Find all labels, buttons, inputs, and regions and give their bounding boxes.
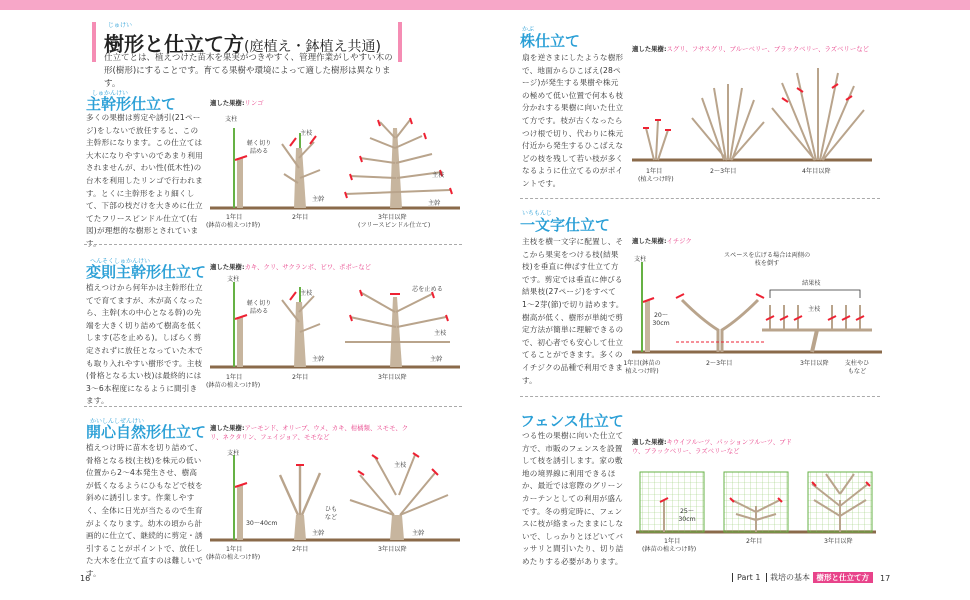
s3-heading: 開心自然形仕立て <box>86 423 207 441</box>
page-number-right: 17 <box>880 574 891 583</box>
s2-cap-1b: (鉢苗の植えつけ時) <box>206 382 261 389</box>
s1-cap-1: 1年目 <box>226 214 243 221</box>
s6-label-height: 25〜30cm <box>678 508 696 523</box>
footer-tag: 樹形と仕立て方 <box>813 572 874 583</box>
page-subtitle: (庭植え・鉢植え共通) <box>244 39 381 55</box>
s5-suited-label: 適した果樹: <box>632 237 667 245</box>
s1-label-trim: 軽く切り詰める <box>246 140 272 155</box>
divider <box>84 406 462 407</box>
s2-heading: 変則主幹形仕立て <box>86 263 207 281</box>
s6-suited-label: 適した果樹: <box>632 438 667 446</box>
s6-diagram <box>636 470 876 540</box>
s1-label-trunk: 主幹 <box>312 196 325 203</box>
s2-suited <box>210 262 371 271</box>
s2-cap-3: 3年目以降 <box>378 374 407 381</box>
s4-heading: 株仕立て <box>520 32 581 50</box>
s3-label-trunk: 主幹 <box>312 530 325 537</box>
s6-body: つる性の果樹に向いた仕立て方で、市販のフェンスを設置して枝を誘引します。家の敷地の境界線に利用できるほか、最近では窓際のグリーンカーテンとしての利用が盛んです。冬の剪定時に、フェンスに枝が絡まったままにしないで、しっかりとほどいてバッサリと間引いたり、切り詰めたりする必要があります。 <box>522 431 624 566</box>
s6-cap-3: 3年目以降 <box>824 538 853 545</box>
s2-cap-2: 2年目 <box>292 374 309 381</box>
s3-suited <box>210 424 410 442</box>
s5-suited <box>632 236 692 245</box>
s5-suited-value: イチジク <box>666 237 692 245</box>
s1-label-trunk-2: 主幹 <box>428 200 441 207</box>
s4-cap-1b: (植えつけ時) <box>638 176 674 183</box>
s3-ruby: かいしんしぜんけい <box>90 418 145 425</box>
s1-label-mainbranch-2: 主枝 <box>432 172 445 179</box>
s1-cap-1b: (鉢苗の植えつけ時) <box>206 222 261 229</box>
s6-cap-2: 2年目 <box>746 538 763 545</box>
s2-label-mainbranch: 主枝 <box>300 290 313 297</box>
s2-ruby: へんそくしゅかんけい <box>90 258 151 265</box>
s3-label-height: 30〜40cm <box>246 520 278 527</box>
divider <box>520 198 880 199</box>
s2-label-trunk: 主幹 <box>312 356 325 363</box>
s5-body: 主枝を横一文字に配置し、そこから果実をつける枝(結果枝)を垂直に伸ばす仕立て方です。剪定では垂直に伸びる結果枝(27ページ)をすべて1〜2芽(節)で切り詰めます。樹高が低く、樹形が単純で剪定方法が簡単に理解できるので、初心者でも安心して仕立てることができます。多くのイチジクの品種で利用できます。 <box>522 237 624 385</box>
s5-cap-1: 1年目(鉢苗の植えつけ時) <box>623 360 661 375</box>
s4-cap-1: 1年目 <box>646 168 663 175</box>
s3-cap-1: 1年目 <box>226 546 243 553</box>
s1-heading: 主幹形仕立て <box>86 95 177 113</box>
s4-body: 扇を逆さまにしたような樹形で、地面からひこばえ(28ページ)が発生する果樹や株元の極めて低い位置で何本も枝分かれする果樹に向いた仕立て方です。枝が古くなったらつけ根で切り、代わりに株元付近から発生するひこばえなどの枝を残して若い枝が多くなるように仕立てるのがポイントです。 <box>522 53 624 188</box>
s4-suited-label: 適した果樹: <box>632 45 667 53</box>
s2-suited-value: カキ、クリ、サクランボ、ビワ、ポポーなど <box>244 263 371 271</box>
s6-suited-value: キウイフルーツ、パッションフルーツ、ブドウ、ブラックベリー、ラズベリーなど <box>632 438 792 455</box>
s1-cap-3b: (フリースピンドル仕立て) <box>358 222 431 229</box>
s1-cap-2: 2年目 <box>292 214 309 221</box>
s5-label-post: 支柱 <box>634 256 647 263</box>
s3-label-string: ひもなど <box>324 506 338 521</box>
s2-label-trunk-2: 主幹 <box>430 356 443 363</box>
s1-label-mainbranch: 主枝 <box>300 130 313 137</box>
s4-ruby: かぶ <box>522 26 535 33</box>
s5-label-fruitbranch: 結果枝 <box>802 280 821 287</box>
s2-label-post: 支柱 <box>227 276 240 283</box>
s1-suited <box>210 98 264 107</box>
s3-label-trunk-2: 主幹 <box>412 530 425 537</box>
s3-label-post: 支柱 <box>227 450 240 457</box>
s5-heading: 一文字仕立て <box>520 216 611 234</box>
intro-text: 仕立てとは、植えつけた苗木を果実がつきやすく、管理作業がしやすい木の形(樹形)にすることです。育てる果樹や環境によって適した樹形は異なります。 <box>104 53 393 89</box>
page-number-left: 16 <box>80 574 91 583</box>
s1-body: 多くの果樹は剪定や誘引(21ページ)をしないで放任すると、この主幹形になります。この仕立ては大木になりやすいのであまり利用されませんが、わい性(低木性)の台木を利用したリンゴで行われます。とくに主幹形をより細くして、下部の枝だけを大きめに仕立てたフリースピンドル仕立て(右図)が理想的な樹形とされています。 <box>86 113 203 248</box>
s2-body: 植えつけから何年かは主幹形仕立てで育てますが、木が高くなったら、主幹(木の中心となる幹)の先端を大きく切り詰めて樹高を低くします(芯を止める)。しばらく剪定されずに放任となっていた木でも取り入れやすい樹形です。主枝(骨格となる太い枝)は最終的には3〜6本程度になるように間引きます。 <box>86 283 203 406</box>
s5-label-support: 支柱やひもなど <box>844 360 870 375</box>
s1-diagram <box>210 108 460 233</box>
page-title-text: 樹形と仕立て方 <box>104 32 244 56</box>
s6-cap-1: 1年目 <box>664 538 681 545</box>
s2-suited-label: 適した果樹: <box>210 263 245 271</box>
s4-cap-2: 2〜3年目 <box>710 168 737 175</box>
s3-suited-value: アーモンド、オリーブ、ウメ、カキ、柑橘類、スモモ、クリ、ネクタリン、フェイジョア、モモなど <box>210 424 409 441</box>
s1-suited-value: リンゴ <box>244 99 264 107</box>
footer-part: Part 1 <box>732 573 760 582</box>
footer-section: 栽培の基本 <box>766 573 810 582</box>
top-color-bar <box>0 0 970 10</box>
s1-cap-3: 3年目以降 <box>378 214 407 221</box>
s1-suited-label: 適した果樹: <box>210 99 245 107</box>
s2-label-stop: 芯を止める <box>412 286 443 293</box>
s6-suited <box>632 438 792 456</box>
s2-cap-1: 1年目 <box>226 374 243 381</box>
s5-cap-3: 3年目以降 <box>800 360 829 367</box>
s3-body: 植えつけ時に苗木を切り詰めて、骨格となる枝(主枝)を株元の低い位置から2〜4本発生させ、樹高が低くなるようにひもなどで枝を斜めに誘引します。作業しやすく、全体に日光が当たるので生育がよくなります。幼木の頃から計画的に仕立て、継続的に剪定・誘引することがポイントで、放任した大木を仕立て直すのは難しいです。 <box>86 443 203 578</box>
s5-cap-2: 2〜3年目 <box>706 360 733 367</box>
s5-label-mainbranch: 主枝 <box>808 306 821 313</box>
s6-cap-1b: (鉢苗の植えつけ時) <box>642 546 697 553</box>
s3-suited-label: 適した果樹: <box>210 424 245 432</box>
s1-label-post: 支柱 <box>225 116 238 123</box>
title-ruby: じゅけい <box>108 22 133 29</box>
s4-suited <box>632 44 869 53</box>
s5-label-spread: スペースを広げる場合は両側の枝を倒す <box>723 252 811 267</box>
s3-label-mainbranch: 主枝 <box>394 462 407 469</box>
footer-breadcrumb <box>732 572 873 583</box>
s4-cap-3: 4年目以降 <box>802 168 831 175</box>
divider <box>520 396 880 397</box>
divider <box>84 244 462 245</box>
s2-label-trim: 軽く切り詰める <box>246 300 272 315</box>
s3-cap-2: 2年目 <box>292 546 309 553</box>
s1-ruby: しゅかんけい <box>92 90 129 97</box>
s2-label-mainbranch-2: 主枝 <box>434 330 447 337</box>
s5-label-height: 20〜30cm <box>652 312 670 327</box>
s4-diagram <box>632 58 872 173</box>
s5-ruby: いちもんじ <box>522 210 553 217</box>
s3-cap-3: 3年目以降 <box>378 546 407 553</box>
s6-heading: フェンス仕立て <box>520 412 624 430</box>
s4-suited-value: スグリ、フサスグリ、ブルーベリー、ブラックベリー、ラズベリーなど <box>666 45 870 53</box>
s3-cap-1b: (鉢苗の植えつけ時) <box>206 554 261 561</box>
